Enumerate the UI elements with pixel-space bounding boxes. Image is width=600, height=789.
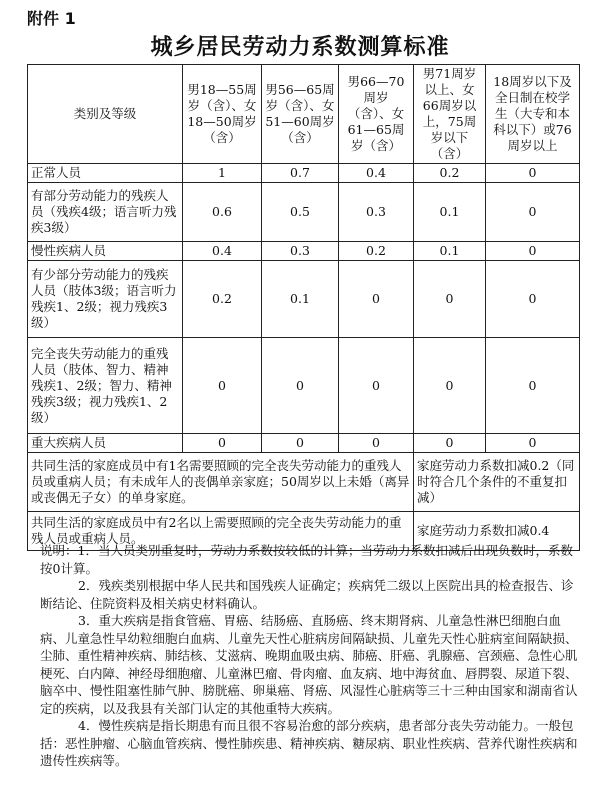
coefficient-cell: 0 bbox=[414, 434, 486, 453]
deduction-condition: 共同生活的家庭成员中有1名需要照顾的完全丧失劳动能力的重残人员或重病人员；有未成年人的丧偶单亲家庭；50周岁以上未婚（离异或丧偶无子女）的单身家庭。 bbox=[28, 453, 414, 512]
coefficient-cell: 0 bbox=[486, 164, 580, 183]
note-3: 3．重大疾病是指食管癌、胃癌、结肠癌、直肠癌、终末期肾病、儿童急性淋巴细胞白血病、儿童急性早幼粒细胞白血病、儿童先天性心脏病房间隔缺损、儿童先天性心脏病室间隔缺损、尘肺、重性精神疾病、肺结核、艾滋病、晚期血吸虫病、肺癌、肝癌、乳腺癌、宫颈癌、急性心肌梗死、白内障、神经母细胞瘤、儿童淋巴瘤、骨肉瘤、血友病、地中海贫血、唇腭裂、尿道下裂、脑卒中、慢性阻塞性肺气肿、膀胱癌、卵巢癌、肾癌、风湿性心脏病等三十三种由国家和湖南省认定的疾病，以及我县有关部门认定的其他重特大疾病。 bbox=[40, 613, 578, 716]
header-age-group-3: 男66—70周岁（含）、女61—65周岁（含） bbox=[339, 65, 414, 164]
coefficient-cell: 0.2 bbox=[339, 242, 414, 261]
coefficient-cell: 0 bbox=[486, 434, 580, 453]
coefficient-cell: 0.1 bbox=[414, 183, 486, 242]
header-row bbox=[28, 65, 580, 164]
note-1: 说明：1．当人员类别重复时，劳动力系数按较低的计算；当劳动力系数扣减后出现负数时，系数按0计算。 bbox=[40, 543, 573, 576]
note-4: 4．慢性疾病是指长期患有而且很不容易治愈的部分疾病，患者部分丧失劳动能力。一般包括：恶性肿瘤、心脑血管疾病、慢性肺疾患、精神疾病、糖尿病、职业性疾病、营养代谢性疾病和遗传性疾病等。 bbox=[40, 718, 578, 768]
coefficient-cell: 0 bbox=[486, 261, 580, 338]
attachment-label: 附件 1 bbox=[27, 9, 76, 28]
deduction-amount: 家庭劳动力系数扣减0.4 bbox=[414, 512, 580, 551]
coefficient-cell: 0 bbox=[339, 434, 414, 453]
row-category: 完全丧失劳动能力的重残人员（肢体、智力、精神残疾1、2级；智力、精神残疾3级；视力残疾1、2级） bbox=[28, 338, 183, 434]
table-row bbox=[28, 183, 580, 242]
table-row bbox=[28, 164, 580, 183]
coefficient-cell: 0 bbox=[486, 242, 580, 261]
labor-coefficient-table bbox=[27, 64, 580, 551]
coefficient-cell: 0.1 bbox=[262, 261, 339, 338]
coefficient-cell: 0.2 bbox=[183, 261, 262, 338]
coefficient-cell: 0 bbox=[414, 338, 486, 434]
table-row bbox=[28, 261, 580, 338]
row-category: 重大疾病人员 bbox=[28, 434, 183, 453]
row-category: 正常人员 bbox=[28, 164, 183, 183]
coefficient-cell: 0 bbox=[414, 261, 486, 338]
coefficient-cell: 0.7 bbox=[262, 164, 339, 183]
table-row bbox=[28, 338, 580, 434]
coefficient-cell: 0 bbox=[486, 338, 580, 434]
row-category: 慢性疾病人员 bbox=[28, 242, 183, 261]
coefficient-cell: 0.4 bbox=[339, 164, 414, 183]
coefficient-cell: 0 bbox=[339, 338, 414, 434]
deduction-amount: 家庭劳动力系数扣减0.2（同时符合几个条件的不重复扣减） bbox=[414, 453, 580, 512]
header-category: 类别及等级 bbox=[28, 65, 183, 164]
table-row bbox=[28, 434, 580, 453]
note-2: 2．残疾类别根据中华人民共和国残疾人证确定；疾病凭二级以上医院出具的检查报告、诊断结论、住院资料及相关病史材料确认。 bbox=[40, 578, 574, 611]
coefficient-cell: 0.5 bbox=[262, 183, 339, 242]
coefficient-cell: 0.6 bbox=[183, 183, 262, 242]
document-title: 城乡居民劳动力系数测算标准 bbox=[150, 35, 450, 60]
header-age-group-2: 男56—65周岁（含）、女51—60周岁（含） bbox=[262, 65, 339, 164]
coefficient-cell: 0 bbox=[262, 338, 339, 434]
coefficient-cell: 0.4 bbox=[183, 242, 262, 261]
header-age-group-1: 男18—55周岁（含）、女18—50周岁（含） bbox=[183, 65, 262, 164]
coefficient-cell: 0 bbox=[262, 434, 339, 453]
header-age-group-5: 18周岁以下及全日制在校学生（大专和本科以下）或76周岁以上 bbox=[486, 65, 580, 164]
coefficient-cell: 0.1 bbox=[414, 242, 486, 261]
deduction-row bbox=[28, 453, 580, 512]
coefficient-cell: 0 bbox=[486, 183, 580, 242]
coefficient-cell: 0.3 bbox=[262, 242, 339, 261]
row-category: 有部分劳动能力的残疾人员（残疾4级；语言听力残疾3级） bbox=[28, 183, 183, 242]
row-category: 有少部分劳动能力的残疾人员（肢体3级；语言听力残疾1、2级；视力残疾3级） bbox=[28, 261, 183, 338]
table-row bbox=[28, 242, 580, 261]
coefficient-cell: 0.3 bbox=[339, 183, 414, 242]
deduction-condition: 共同生活的家庭成员中有2名以上需要照顾的完全丧失劳动能力的重残人员或重病人员。 bbox=[28, 512, 414, 551]
notes-section bbox=[40, 542, 580, 770]
coefficient-cell: 0 bbox=[183, 434, 262, 453]
coefficient-cell: 0 bbox=[183, 338, 262, 434]
coefficient-cell: 0 bbox=[339, 261, 414, 338]
coefficient-cell: 1 bbox=[183, 164, 262, 183]
header-age-group-4: 男71周岁以上、女66周岁以上，75周岁以下（含） bbox=[414, 65, 486, 164]
coefficient-cell: 0.2 bbox=[414, 164, 486, 183]
